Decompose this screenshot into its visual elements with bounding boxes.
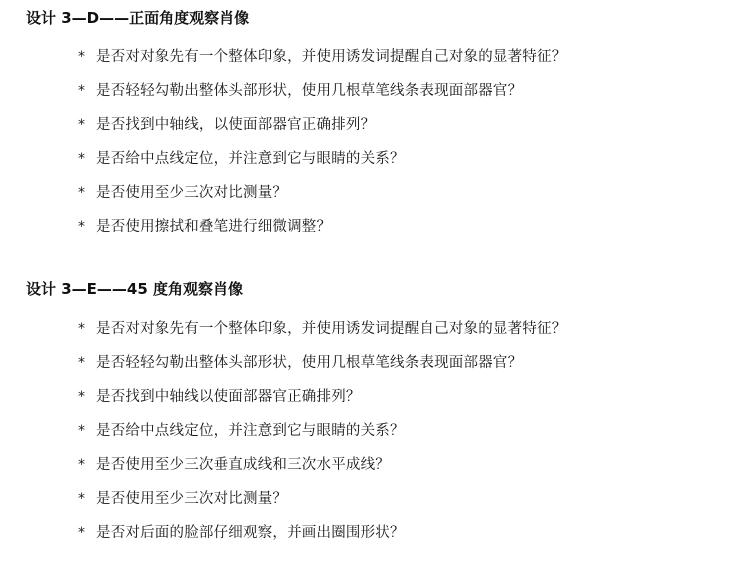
list-item-text: 是否给中点线定位，并注意到它与眼睛的关系？	[96, 151, 405, 167]
list-item-text: 是否使用至少三次对比测量？	[96, 185, 288, 201]
bullet-asterisk: *	[78, 525, 85, 541]
bullet-asterisk: *	[78, 457, 85, 473]
list-item	[78, 210, 566, 244]
bullet-asterisk: *	[78, 355, 85, 371]
bullet-asterisk: *	[78, 185, 85, 201]
list-item	[78, 516, 566, 550]
list-item-text: 是否使用至少三次垂直成线和三次水平成线？	[96, 457, 390, 473]
list-item	[78, 176, 566, 210]
list-item	[78, 482, 566, 516]
bullet-asterisk: *	[78, 321, 85, 337]
bullet-asterisk: *	[78, 151, 85, 167]
section-heading-3d: 设计 3—D——正面角度观察肖像	[26, 9, 250, 27]
list-item	[78, 40, 566, 74]
list-item-text: 是否轻轻勾勒出整体头部形状，使用几根草笔线条表现面部器官？	[96, 355, 523, 371]
list-item-text: 是否对对象先有一个整体印象，并使用诱发词提醒自己对象的显著特征？	[96, 321, 567, 337]
list-item-text: 是否轻轻勾勒出整体头部形状，使用几根草笔线条表现面部器官？	[96, 83, 523, 99]
bullet-asterisk: *	[78, 117, 85, 133]
bullet-asterisk: *	[78, 219, 85, 235]
bullet-asterisk: *	[78, 491, 85, 507]
list-item	[78, 108, 566, 142]
list-item	[78, 312, 566, 346]
section-heading-3e: 设计 3—E——45 度角观察肖像	[26, 280, 244, 298]
list-item-text: 是否找到中轴线以使面部器官正确排列？	[96, 389, 361, 405]
checklist-3d	[78, 40, 566, 244]
bullet-asterisk: *	[78, 389, 85, 405]
bullet-asterisk: *	[78, 49, 85, 65]
list-item-text: 是否给中点线定位，并注意到它与眼睛的关系？	[96, 423, 405, 439]
list-item	[78, 346, 566, 380]
list-item	[78, 448, 566, 482]
checklist-3e	[78, 312, 566, 550]
list-item-text: 是否使用至少三次对比测量？	[96, 491, 288, 507]
list-item	[78, 380, 566, 414]
list-item-text: 是否对后面的脸部仔细观察，并画出圈围形状？	[96, 525, 405, 541]
list-item	[78, 74, 566, 108]
list-item-text: 是否找到中轴线，以使面部器官正确排列？	[96, 117, 376, 133]
list-item	[78, 414, 566, 448]
bullet-asterisk: *	[78, 83, 85, 99]
list-item	[78, 142, 566, 176]
bullet-asterisk: *	[78, 423, 85, 439]
list-item-text: 是否使用擦拭和叠笔进行细微调整？	[96, 219, 332, 235]
list-item-text: 是否对对象先有一个整体印象，并使用诱发词提醒自己对象的显著特征？	[96, 49, 567, 65]
